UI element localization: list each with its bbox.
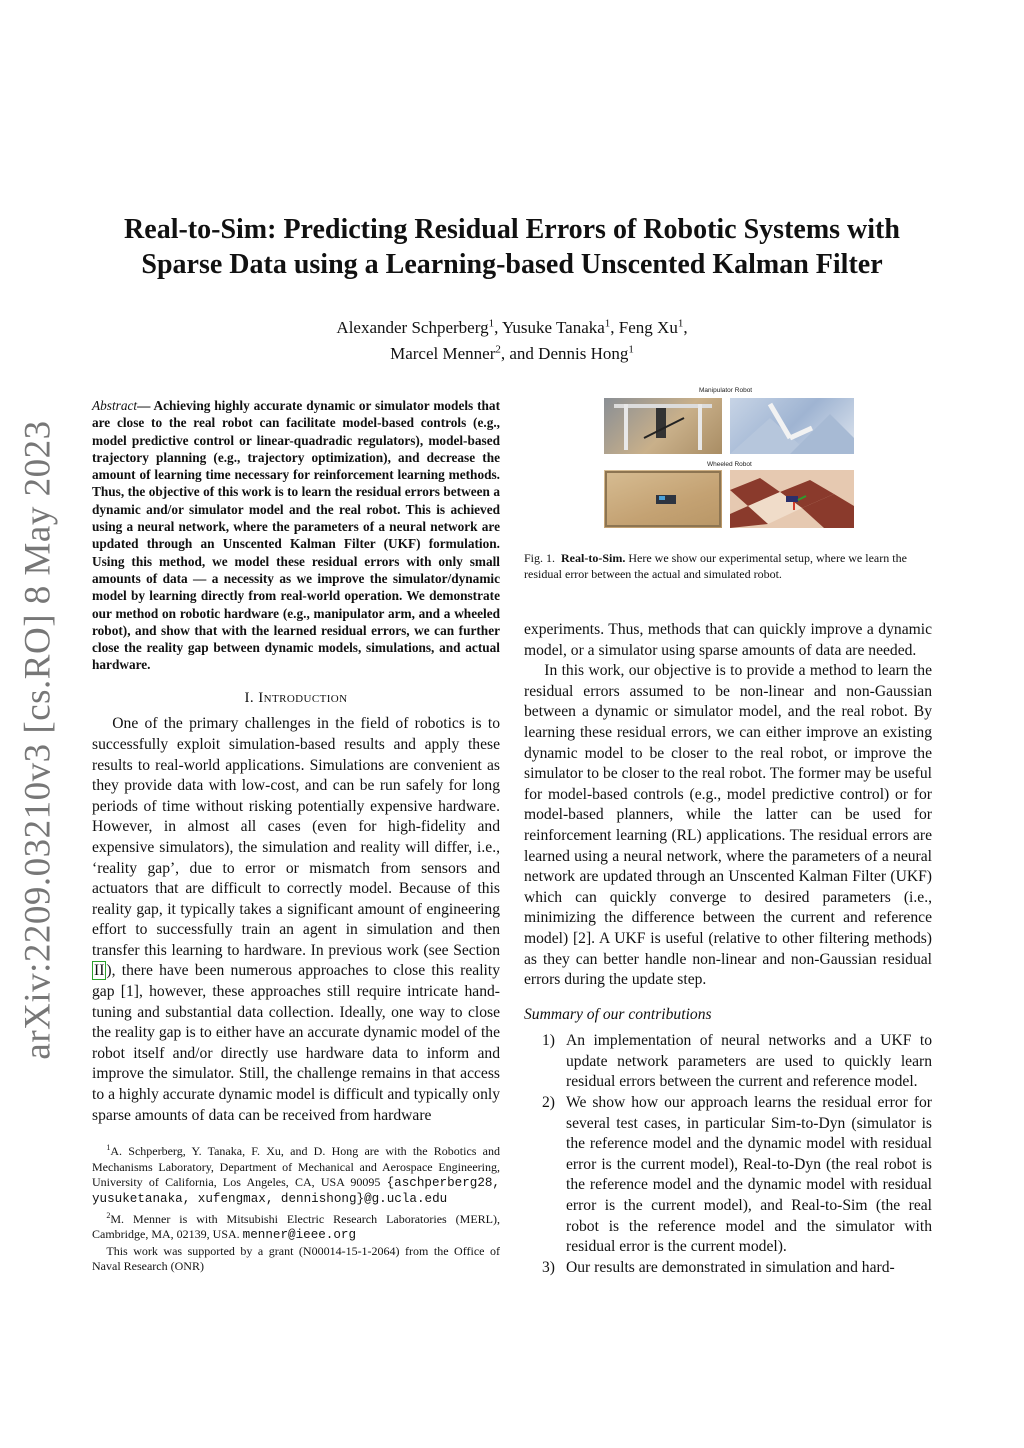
list-item: 2) We show how our approach learns the residual error for several test cases, in particular Sim-to-Dyn (simulator is the reference model and the dynamic model with residual error is the current model), Real-to-Dyn (the real robot is the reference model and the dynamic model with residual error is the current model), and Real-to-Sim (the real robot is the reference model and the simulator with residual error is the current model). [542,1094,932,1256]
title-line-2: Sparse Data using a Learning-based Unscented Kalman Filter [141,249,883,280]
abstract-text: — Achieving highly accurate dynamic or simulator models that are close to the real robot can facilitate model-based controls (e.g., model predictive control or linear-quadradic regulators), model-based trajectory planning (e.g., trajectory optimization), and decrease the amount of learning time necessary for reinforcement learning methods. Thus, the objective of this work is to learn the residual errors between a dynamic and/or simulator model and the real robot. This is achieved using a neural network, where the parameters of a neural network are updated through an Unscented Kalman Filter (UKF) formulation. Using this method, we model these residual errors with only small amounts of data — a necessity as we improve the simulator/dynamic model by learning directly from real-world operation. We demonstrate our method on robotic hardware (e.g., manipulator arm, and a wheeled robot), and show that with the learned residual errors, we can further close the reality gap between dynamic models, simulations, and actual hardware. [92,398,500,673]
right-column [524,620,932,1278]
footnote-affiliation-2: $^2$M. Menner is with Mitsubishi Electric Research Laboratories (MERL), Cambridge, MA, 02139, USA. menner@ieee.org [92,1210,500,1243]
figure-label-manipulator: Manipulator Robot [699,387,753,394]
abstract-label: Abstract [92,398,138,413]
list-item: 3) Our results are demonstrated in simulation and hard- [542,1258,895,1276]
title-line-1: Real-to-Sim: Predicting Residual Errors of Robotic Systems with [124,214,900,245]
caption-number: Fig. 1. [524,551,556,565]
figure-label-wheeled: Wheeled Robot [707,461,752,468]
author-list [180,312,844,365]
section-heading-introduction: I. Introduction [244,689,348,706]
author: Dennis Hong$^1$ [538,343,634,364]
footnote-funding: This work was supported by a grant (N00014-15-1-2064) from the Office of Naval Research (ONR) [92,1243,500,1274]
author: Feng Xu$^1$, [618,317,688,337]
footnotes [92,1140,500,1274]
manipulator-photo [604,398,722,454]
arxiv-identifier: arXiv:2209.03210v3 [cs.RO] 8 May 2023 [17,420,59,1060]
abstract [92,397,500,674]
list-item: 1) An implementation of neural networks and a UKF to update network parameters are used to quickly learn residual errors between the current and reference model. [542,1032,932,1091]
author: Marcel Menner$^2$, and [390,343,539,364]
figure-caption [524,550,934,582]
intro-paragraph-1-continued: experiments. Thus, methods that can quickly improve a dynamic model, or a simulator using sparse amounts of data are needed. [524,621,932,659]
arxiv-sidebar [8,420,68,1060]
author-emails: {aschperberg28, yusuketanaka, xufengmax, dennishong}@g.ucla.edu [92,1176,500,1207]
intro-paragraph-2: In this work, our objective is to provide a method to learn the residual errors assumed to be non-linear and non-Gaussian between a dynamic or simulator model, and the real robot. By learning these residual errors, we can either improve an existing dynamic model to be closer to the real robot, or improve the simulator to be closer to the real robot. The former may be useful for model-based controls (e.g., model predictive control) or for model-based planners, while the latter can be used for reinforcement learning (RL) applications. The residual errors are learned using a neural network, where the parameters of a neural network are updated through an Unscented Kalman Filter (UKF) which can quickly converge to desired parameters (i.e., minimizing the difference between the current and reference model) [2]. A UKF is useful (relative to other filtering methods) as they can better handle non-linear and non-Gaussian residual errors during the update step. [524,662,932,989]
author: Yusuke Tanaka$^1$, [501,317,619,337]
footnote-affiliation-1: $^1$A. Schperberg, Y. Tanaka, F. Xu, and D. Hong are with the Robotics and Mechanisms Laboratory, Department of Mechanical and Aerospace Engineering, University of California, Los Angeles, CA, USA 90095 {aschperberg28, yusuketanaka, xufengmax, dennishong}@g.ucla.edu [92,1143,500,1207]
wheeled-robot-photo [604,470,722,528]
contributions-heading: Summary of our contributions [524,1005,712,1023]
caption-title: Real-to-Sim. [561,551,626,565]
contributions-list [524,1031,932,1278]
paper-title [90,212,934,282]
section-link[interactable]: II [94,962,105,980]
manipulator-simulation [730,398,854,454]
author: Alexander Schperberg$^1$, [336,317,502,337]
wheeled-robot-simulation [730,470,854,528]
left-column [92,397,500,1274]
caption-text: Here we show our experimental setup, where we learn the residual error between the actual and simulated robot. [524,551,907,581]
intro-paragraph-1: One of the primary challenges in the field of robotics is to successfully exploit simulation-based results and apply these results to real-world applications. Simulations are convenient as they provide data with low-cost, and can be run safely for long periods of time without risking potentially expensive hardware. However, in almost all cases (even for high-fidelity and expensive simulators), the simulation and reality will differ, i.e., ‘reality gap’, due to error or mismatch from sensors and actuators that are difficult to correctly model. Because of this reality gap, it typically takes a significant amount of engineering effort to successfully train an agent in simulation and then transfer this learning to hardware. In previous work (see Section II ), there have been numerous approaches to close this reality gap [1], however, these approaches still require intricate hand-tuning and substantial data collection. Ideally, one way to close the reality gap is to either have an accurate dynamic model of the robot itself and/or directly use hardware data to inform and improve the simulator. Still, the challenge remains in that access to a highly accurate dynamic model is difficult and typically only sparse amounts of data can be received from hardware [92,715,500,1124]
author-email: menner@ieee.org [242,1228,357,1243]
